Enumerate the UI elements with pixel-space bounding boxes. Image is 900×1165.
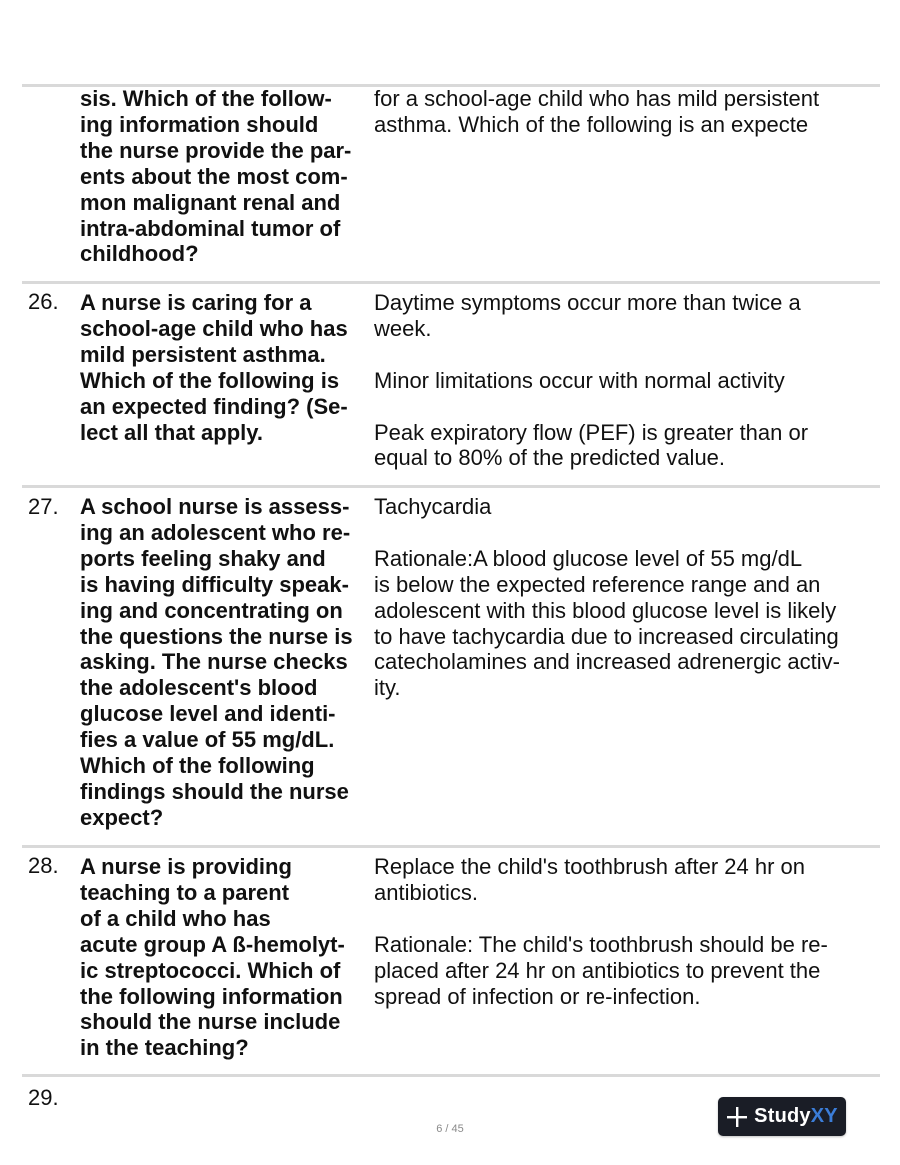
row-divider	[22, 281, 880, 284]
answer-text: Daytime symptoms occur more than twice a week.	[374, 290, 801, 341]
question-number: 29.	[28, 1085, 59, 1110]
answer-text: Replace the child's toothbrush after 24 hr on antibiotics.	[374, 854, 806, 905]
answer-text: for a school-age child who has mild persistent asthma. Which of the following is an expecte	[374, 86, 820, 137]
row-divider	[22, 1074, 880, 1077]
question-text: A nurse is caring for a school-age child who has mild persistent asthma. Which of the following is an expected finding? (Se- lect all that apply.	[80, 290, 348, 445]
plus-icon	[726, 1106, 748, 1128]
studyxy-logo[interactable]	[718, 1097, 846, 1136]
answer-rationale: Rationale:A blood glucose level of 55 mg/dL is below the expected reference range and an adolescent with this blood glucose level is likely to have tachycardia due to increased circulating catecholamines and increased adrenergic activ- ity.	[374, 545, 840, 701]
question-number: 26.	[28, 289, 59, 314]
row-divider	[22, 845, 880, 848]
question-text: sis. Which of the follow- ing information should the nurse provide the par- ents about the most com- mon malignant renal and intra-abdominal tumor of childhood?	[80, 86, 352, 267]
answer-rationale: Rationale: The child's toothbrush should be re- placed after 24 hr on antibiotics to prevent the spread of infection or re-infection.	[374, 931, 828, 1009]
answer-block	[374, 290, 874, 471]
answer-text: Peak expiratory flow (PEF) is greater than or equal to 80% of the predicted value.	[374, 419, 809, 471]
answer-block	[374, 86, 874, 138]
logo-text	[754, 1105, 838, 1128]
row-divider	[22, 485, 880, 488]
answer-block	[374, 494, 874, 701]
question-number: 27.	[28, 494, 59, 519]
question-number: 28.	[28, 853, 59, 878]
question-text: A school nurse is assess- ing an adolescent who re- ports feeling shaky and is having difficulty speak- ing and concentrating on the questions the nurse is asking. The nurse checks the adolescent's blood glucose level and identi- fies a value of 55 mg/dL. Which of the following findings should the nurse expect?	[80, 494, 353, 830]
answer-block	[374, 854, 874, 1009]
answer-text: Tachycardia	[374, 494, 492, 519]
logo-text-main: Study	[754, 1105, 811, 1127]
logo-text-accent: XY	[810, 1105, 838, 1127]
question-text: A nurse is providing teaching to a parent of a child who has acute group A ß-hemolyt- ic streptococci. Which of the following information should the nurse include in the teaching?	[80, 854, 345, 1061]
page-indicator: 6 / 45	[436, 1123, 464, 1135]
answer-text: Minor limitations occur with normal activity	[374, 367, 785, 393]
